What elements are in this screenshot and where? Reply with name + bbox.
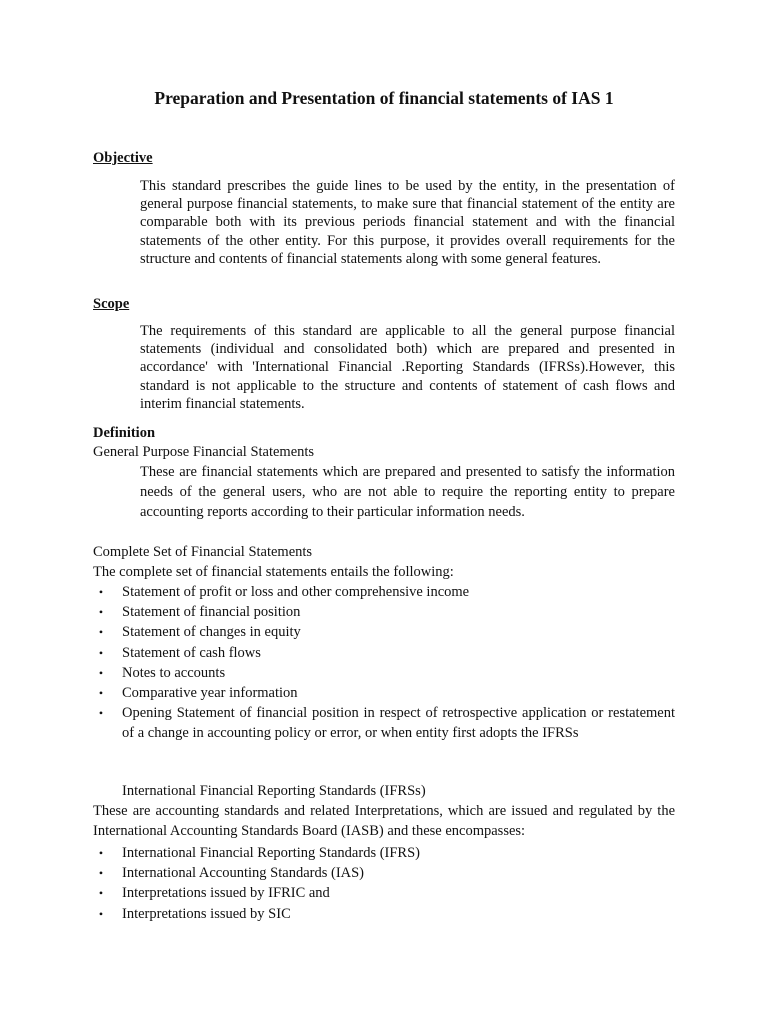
complete-set-heading: Complete Set of Financial Statements xyxy=(93,544,313,560)
ifrs-list xyxy=(93,843,675,924)
bullet-icon: • xyxy=(98,665,104,680)
objective-heading: Objective xyxy=(93,150,153,166)
bullet-icon: • xyxy=(98,605,104,620)
complete-set-intro: The complete set of financial statements entails the following: xyxy=(93,564,454,580)
bullet-icon: • xyxy=(98,866,104,881)
list-item: • Comparative year information xyxy=(93,683,675,703)
complete-set-list xyxy=(93,582,675,744)
list-item: • Interpretations issued by IFRIC and xyxy=(93,883,675,903)
list-item: • International Financial Reporting Standards (IFRS) xyxy=(93,843,675,863)
bullet-icon: • xyxy=(98,686,104,701)
objective-paragraph: This standard prescribes the guide lines to be used by the entity, in the presentation of general purpose financial statements, to make sure that financial statement of the entity are comparable both with its previous periods financial statement and with the financial statements of the other entity. For this purpose, it provides overall requirements for the structure and contents of financial statements along with some general features. xyxy=(140,178,675,267)
bullet-icon: • xyxy=(98,886,104,901)
bullet-icon: • xyxy=(98,906,104,921)
list-item: • Statement of financial position xyxy=(93,602,675,622)
list-item: • Statement of profit or loss and other comprehensive income xyxy=(93,582,675,602)
bullet-icon: • xyxy=(98,625,104,640)
bullet-icon: • xyxy=(98,846,104,860)
list-item: • International Accounting Standards (IAS) xyxy=(93,863,675,883)
ifrs-intro: These are accounting standards and related Interpretations, which are issued and regulated by the International Accounting Standards Board (IASB) and these encompasses: xyxy=(93,803,675,839)
page-title: Preparation and Presentation of financial statements of IAS 1 xyxy=(154,88,614,108)
bullet-icon: • xyxy=(98,585,104,599)
scope-paragraph: The requirements of this standard are applicable to all the general purpose financial statements (individual and consolidated both) which are prepared and presented in accordance' with 'International Financial .Reporting Standards (IFRSs).However, this standard is not applicable to the structure and contents of statement of cash flows and interim financial statements. xyxy=(140,323,675,412)
bullet-icon: • xyxy=(98,706,104,721)
definition-subheading: General Purpose Financial Statements xyxy=(93,444,315,460)
list-item: • Statement of changes in equity xyxy=(93,622,675,642)
list-item: • Interpretations issued by SIC xyxy=(93,904,675,924)
list-item: • Opening Statement of financial position in respect of retrospective application or restatement of a change in accounting policy or error, or when entity first adopts the IFRSs xyxy=(93,703,675,743)
definition-paragraph: These are financial statements which are prepared and presented to satisfy the information needs of the general users, who are not able to require the reporting entity to prepare accounting reports according to their particular information needs. xyxy=(140,464,675,521)
ifrs-heading: International Financial Reporting Standards (IFRSs) xyxy=(122,783,426,799)
bullet-icon: • xyxy=(98,645,104,660)
list-item: • Notes to accounts xyxy=(93,663,675,683)
definition-heading: Definition xyxy=(93,425,156,441)
list-item: • Statement of cash flows xyxy=(93,643,675,663)
scope-heading: Scope xyxy=(93,296,130,312)
